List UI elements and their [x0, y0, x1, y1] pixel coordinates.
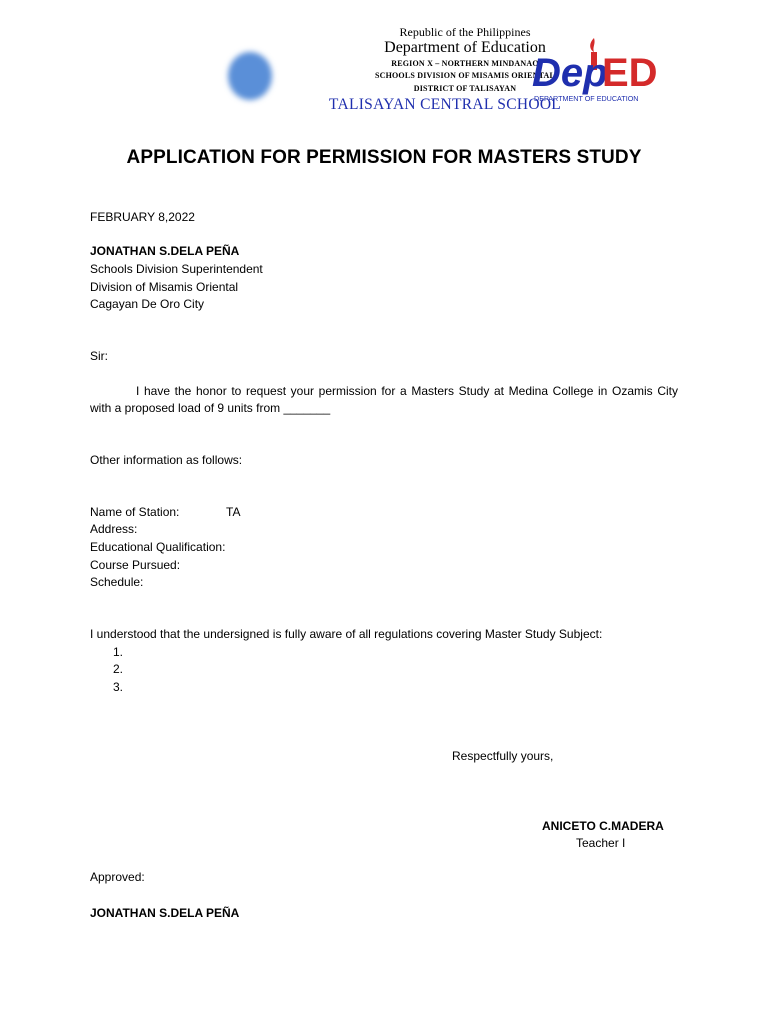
field-value-station: TA	[226, 505, 241, 519]
header-division: SCHOOLS DIVISION OF MISAMIS ORIENTAL	[374, 71, 556, 80]
header-region: REGION X – NORTHERN MINDANAO	[391, 59, 539, 68]
field-label-course: Course Pursued:	[90, 558, 181, 572]
letter-date: FEBRUARY 8,2022	[90, 210, 195, 224]
list-item-number: 2.	[113, 662, 124, 676]
header-school-name: TALISAYAN CENTRAL SCHOOL	[328, 96, 562, 113]
approver-name: JONATHAN S.DELA PEÑA	[90, 906, 240, 920]
header-district: DISTRICT OF TALISAYAN	[413, 84, 517, 93]
signatory-position: Teacher I	[576, 836, 626, 850]
header-republic: Republic of the Philippines	[399, 25, 531, 39]
closing: Respectfully yours,	[452, 749, 554, 763]
logo-dep-text: Dep	[532, 51, 608, 95]
deped-seal-icon	[220, 44, 280, 108]
salutation: Sir:	[90, 349, 108, 363]
list-item-number: 1.	[113, 645, 124, 659]
logo-subtext: DEPARTMENT OF EDUCATION	[534, 94, 639, 103]
request-paragraph: I have the honor to request your permission for a Masters Study at Medina College in Ozamis City with a proposed load of 9 units from _______	[90, 384, 678, 415]
field-label-qualification: Educational Qualification:	[90, 540, 226, 554]
recipient-division: Division of Misamis Oriental	[90, 280, 239, 294]
list-item-number: 3.	[113, 680, 124, 694]
other-info-heading: Other information as follows:	[90, 453, 243, 467]
logo-ed-text: ED	[602, 51, 658, 95]
approved-label: Approved:	[90, 870, 145, 884]
signatory-name: ANICETO C.MADERA	[542, 819, 664, 833]
header-department: Department of Education	[384, 39, 546, 56]
field-label-schedule: Schedule:	[90, 575, 144, 589]
recipient-name: JONATHAN S.DELA PEÑA	[90, 244, 240, 258]
field-label-address: Address:	[90, 522, 138, 536]
recipient-position: Schools Division Superintendent	[90, 262, 263, 276]
field-label-station: Name of Station:	[90, 505, 180, 519]
document-title: APPLICATION FOR PERMISSION FOR MASTERS STUDY	[126, 147, 642, 168]
deped-logo-icon	[532, 32, 660, 104]
recipient-city: Cagayan De Oro City	[90, 297, 205, 311]
regulations-statement: I understood that the undersigned is fully aware of all regulations covering Master Study Subject:	[90, 627, 603, 641]
